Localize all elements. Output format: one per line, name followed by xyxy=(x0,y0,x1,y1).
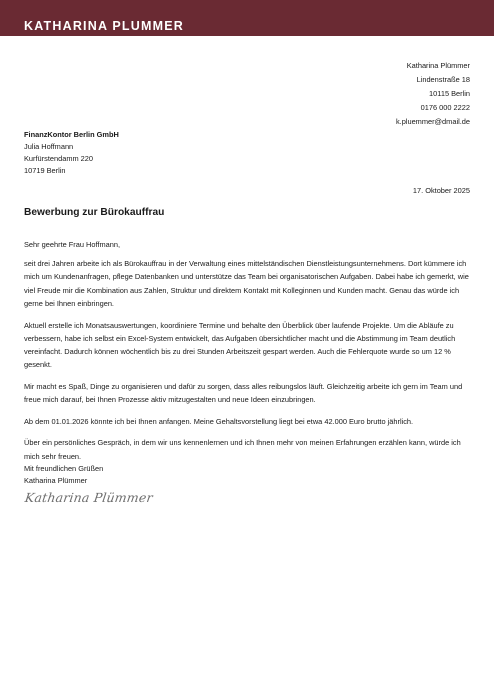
sender-address-block xyxy=(396,59,470,129)
letter-closing xyxy=(24,463,103,487)
letter-body xyxy=(24,238,472,471)
body-paragraph: Aktuell erstelle ich Monatsauswertungen, koordiniere Termine und behalte den Überblick über laufende Projekte. Um die Abläufe zu verbessern, habe ich selbst ein Excel-System entwickelt, das Aufgaben übersichtlicher macht und die Abstimmung im Team deutlich vereinfacht. Dadurch können wöchentlich bis zu drei Stunden Arbeitszeit gespart werden. Auch die Fehlerquote wurde so um 12 % gesenkt. xyxy=(24,320,456,370)
closing-salutation: Mit freundlichen Grüßen xyxy=(24,464,104,473)
body-paragraph: Mir macht es Spaß, Dinge zu organisieren und dafür zu sorgen, dass alles reibungslos läuft. Gleichzeitig arbeite ich gern im Team und freue mich darauf, bei Ihnen Prozesse aktiv mitzugestalten und neue Ideen einzubringen. xyxy=(24,381,463,405)
recipient-city: 10719 Berlin xyxy=(24,166,66,175)
handwritten-signature: Katharina Plümmer xyxy=(24,490,154,505)
closing-name: Katharina Plümmer xyxy=(24,476,88,485)
sender-email: k.pluemmer@dmail.de xyxy=(395,117,470,126)
letter-greeting: Sehr geehrte Frau Hoffmann, xyxy=(24,240,120,249)
header-bar xyxy=(0,0,494,36)
body-paragraph: Ab dem 01.01.2026 könnte ich bei Ihnen anfangen. Meine Gehaltsvorstellung liegt bei etwa 42.000 Euro brutto jährlich. xyxy=(24,416,414,426)
header-name: KATHARINA PLUMMER xyxy=(24,19,184,33)
body-paragraph: Über ein persönliches Gespräch, in dem wir uns kennenlernen und ich Ihnen mehr von meinen Erfahrungen erzählen kann, würde ich mich sehr freuen. xyxy=(24,438,461,461)
body-paragraph: seit drei Jahren arbeite ich als Bürokauffrau in der Verwaltung eines mittelständischen Dienstleistungsunternehmens. Dort kümmere ich mich um Kundenanfragen, pflege Datenbanken und unterstütze das Team bei organisatorischen Aufgaben. Dabei habe ich gemerkt, wie viel Freude mir die Kombination aus Zahlen, Struktur und direktem Kontakt mit Kolleginnen und Kunden macht. Genau das würde ich gerne bei Ihnen einbringen. xyxy=(24,259,469,308)
recipient-street: Kurfürstendamm 220 xyxy=(24,154,94,163)
letter-subject: Bewerbung zur Bürokauffrau xyxy=(24,207,165,218)
recipient-company: FinanzKontor Berlin GmbH xyxy=(24,130,119,139)
sender-phone: 0176 000 2222 xyxy=(420,103,470,112)
recipient-contact: Julia Hoffmann xyxy=(24,142,74,151)
letter-date: 17. Oktober 2025 xyxy=(412,186,470,195)
recipient-address-block xyxy=(24,129,119,177)
sender-street: Lindenstraße 18 xyxy=(416,75,470,84)
sender-name: Katharina Plümmer xyxy=(406,61,470,70)
sender-city: 10115 Berlin xyxy=(429,89,470,98)
